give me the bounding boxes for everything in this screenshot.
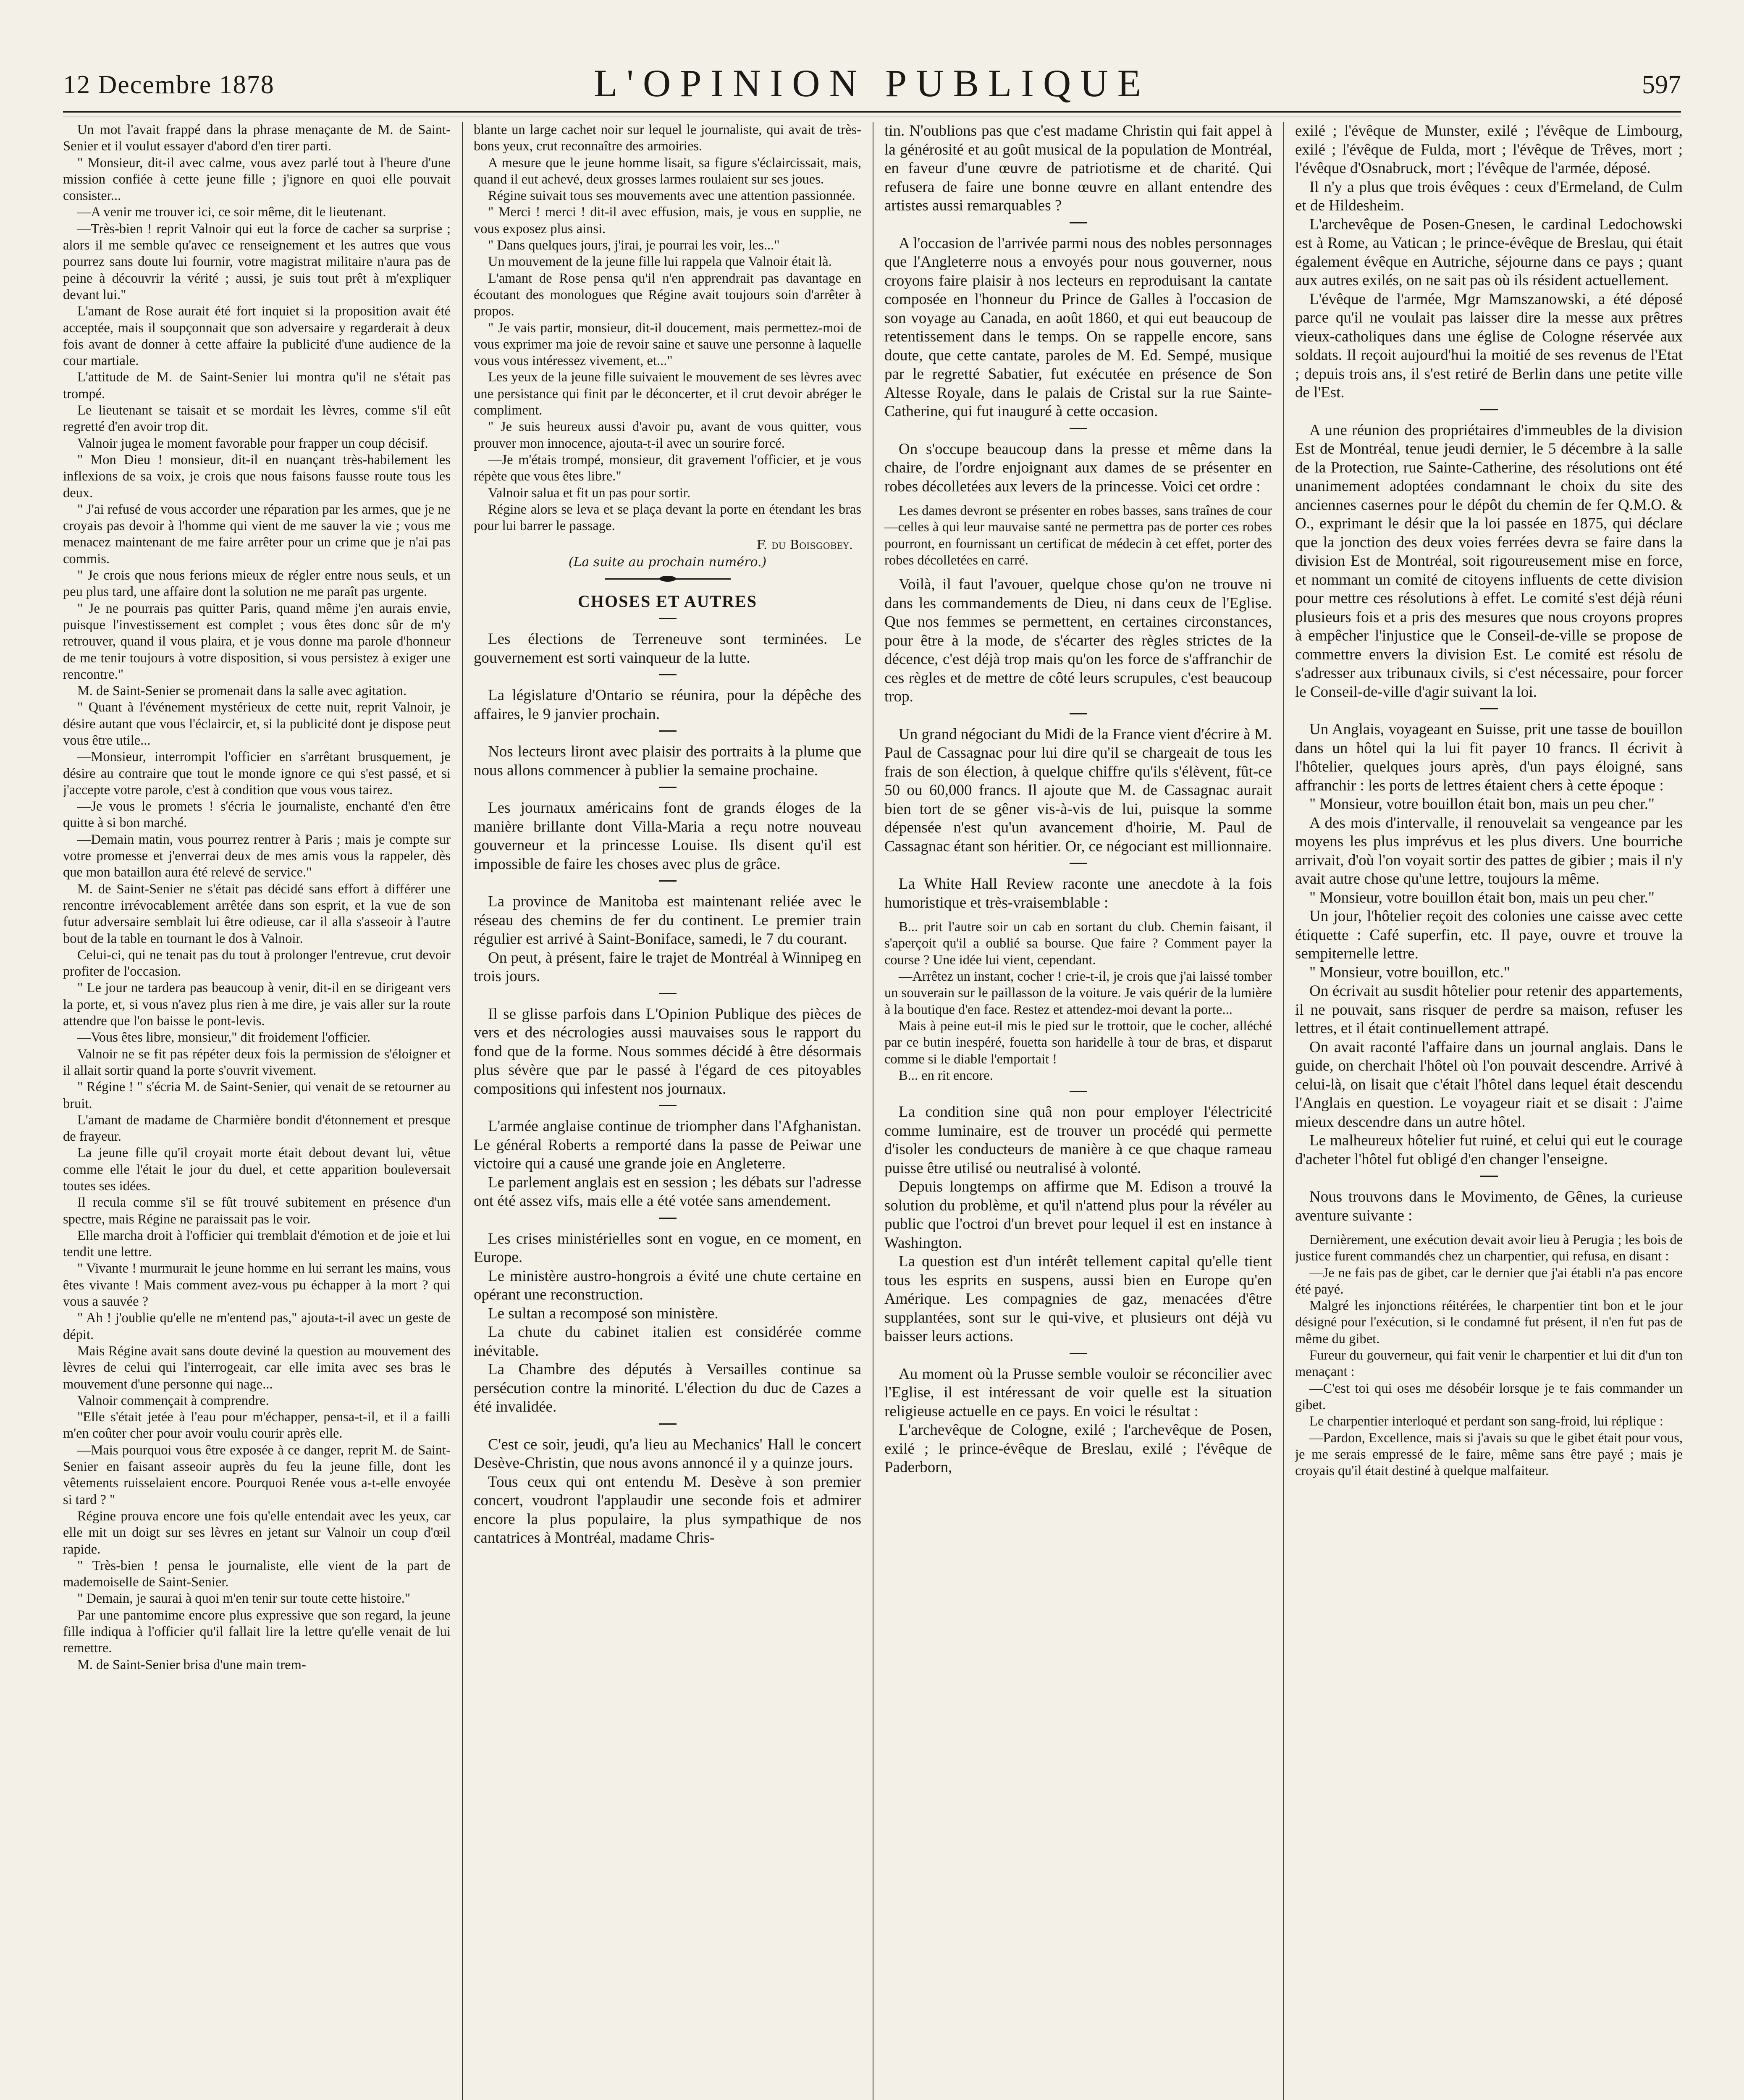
paragraph: —Très-bien ! reprit Valnoir qui eut la force de cacher sa surprise ; alors il me semble qu'avec ce renseignement et les autres que vous pourrez sans doute lui fournir, votre magistrat militaire n'aura pas de peine à découvrir la vérité ; aussi, je suis tout prêt à m'expliquer devant lui." <box>63 221 451 302</box>
anecdote: Fureur du gouverneur, qui fait venir le charpentier et lui dit d'un ton menaçant : <box>1295 1348 1683 1380</box>
anecdote: —Arrêtez un instant, cocher ! crie-t-il, je crois que j'ai laissé tomber un souverain sur le paillasson de la voiture. Je vais quérir de la lumière à la boutique d'en face. Restez et attendez-moi devant la porte... <box>884 969 1272 1017</box>
paragraph: M. de Saint-Senier se promenait dans la salle avec agitation. <box>77 683 407 699</box>
news-item: Au moment où la Prusse semble vouloir se réconcilier avec l'Eglise, il est intéressant de voir quelle est la situation religieuse actuelle en ce pays. En voici le résultat : <box>884 1365 1272 1420</box>
paragraph: M. de Saint-Senier brisa d'une main trem- <box>77 1657 306 1672</box>
news-item: Les crises ministérielles sont en vogue, en ce moment, en Europe. <box>474 1230 861 1266</box>
news-item: " Monsieur, votre bouillon était bon, mais un peu cher." <box>1309 889 1655 906</box>
paragraph: —Mais pourquoi vous être exposée à ce danger, reprit M. de Saint-Senier en faisant asseoir auprès du feu la jeune fille, dont les vêtements ruisselaient encore. Pourquoi Renée vous a-t-elle envoyée si tard ? " <box>63 1442 451 1507</box>
separator <box>659 730 677 732</box>
news-item: Tous ceux qui ont entendu M. Desève à son premier concert, voudront l'applaudir une seconde fois et admirer encore la plus populaire, la plus sympathique de nos cantatrices à Montréal, madame Chris- <box>474 1473 861 1547</box>
paragraph: " Régine ! " s'écria M. de Saint-Senier, qui venait de se retourner au bruit. <box>63 1079 451 1111</box>
paragraph: " Mon Dieu ! monsieur, dit-il en nuançant très-habilement les inflexions de sa voix, je crois que nous faisons fausse route tous les deux. <box>63 452 451 501</box>
separator <box>1480 1176 1498 1177</box>
columns <box>63 122 1681 2100</box>
anecdote: Mais à peine eut-il mis le pied sur le trottoir, que le cocher, alléché par ce butin inespéré, fouetta son haridelle à tour de bras, et disparut comme si le diable l'emportait ! <box>884 1018 1272 1067</box>
separator <box>659 993 677 994</box>
news-item: L'archevêque de Posen-Gnesen, le cardinal Ledochowski est à Rome, au Vatican ; le prince-évêque de Breslau, qui était également évêque en Autriche, séjourne dans ce pays ; quant aux autres exilés, on ne sait pas où ils résident actuellement. <box>1295 215 1683 289</box>
newspaper-title: L'OPINION PUBLIQUE <box>594 62 1150 105</box>
paragraph: " Vivante ! murmurait le jeune homme en lui serrant les mains, vous êtes vivante ! Mais comment avez-vous pu échapper à la mort ? qui vous a sauvée ? <box>63 1261 451 1310</box>
news-item: A des mois d'intervalle, il renouvelait sa vengeance par les moyens les plus imprévus et les plus divers. Une bourriche arrivait, d'où l'on voyait sortir des pattes de gibier ; mais il n'y avait autre chose qu'une lettre, toujours la même. <box>1295 814 1683 887</box>
page-number: 597 <box>1642 71 1681 99</box>
paragraph: —A venir me trouver ici, ce soir même, dit le lieutenant. <box>77 205 386 220</box>
paragraph: " J'ai refusé de vous accorder une réparation par les armes, que je ne croyais pas devoir à l'homme qui vient de me sauver la vie ; vous me menacez maintenant de me faire arrêter pour un crime que je n'ai pas commis. <box>63 501 451 567</box>
paragraph: " Je vais partir, monsieur, dit-il doucement, mais permettez-moi de vous exprimer ma joie de revoir saine et sauve une personne à laquelle vous vous intéressez vivement, et..." <box>474 320 861 369</box>
paragraph: " Merci ! merci ! dit-il avec effusion, mais, je vous en supplie, ne vous exposez plus ainsi. <box>474 205 861 236</box>
anecdote: Le charpentier interloqué et perdant son sang-froid, lui réplique : <box>1309 1414 1663 1429</box>
paragraph: Un mouvement de la jeune fille lui rappela que Valnoir était là. <box>488 254 832 270</box>
paragraph: L'amant de Rose pensa qu'il n'en apprendrait pas davantage en écoutant des monologues que Régine avait toujours soin d'arrêter à propos. <box>474 270 861 319</box>
ornament-divider <box>605 575 731 582</box>
separator <box>1070 1091 1087 1092</box>
paragraph: " Je ne pourrais pas quitter Paris, quand même j'en aurais envie, puisque l'investissement est complet ; vous êtes donc sûr de m'y retrouver, quand il vous plaira, et je vous donne ma parole d'honneur de me tenir toujours à votre disposition, si vous persistez à exiger une rencontre." <box>63 601 451 682</box>
paragraph: —Je vous le promets ! s'écria le journaliste, enchanté d'en être quitte à si bon marché. <box>63 799 451 831</box>
news-item: Depuis longtemps on affirme que M. Edison a trouvé la solution du problème, et qu'il n'attend plus pour la révéler au public que l'octroi d'un brevet pour lequel il est en instance à Washington. <box>884 1178 1272 1252</box>
column-1 <box>63 122 451 2100</box>
anecdote: B... en rit encore. <box>899 1068 993 1083</box>
paragraph: Il recula comme s'il se fût trouvé subitement en présence d'un spectre, mais Régine ne paraissait pas le voir. <box>63 1195 451 1227</box>
section-heading: CHOSES ET AUTRES <box>578 592 757 611</box>
news-item: Le ministère austro-hongrois a évité une chute certaine en opérant une reconstruction. <box>474 1267 861 1304</box>
news-item: Il se glisse parfois dans L'Opinion Publique des pièces de vers et des nécrologies aussi mauvaises sous le rapport du fond que de la forme. Nous sommes décidé à être désormais plus sévère que par le passé à l'égard de ces pitoyables compositions qui infestent nos journaux. <box>474 1005 861 1097</box>
separator <box>1070 713 1087 714</box>
news-item: " Monsieur, votre bouillon était bon, mais un peu cher." <box>1309 795 1655 813</box>
separator <box>659 880 677 882</box>
paragraph: " Dans quelques jours, j'irai, je pourrai les voir, les..." <box>488 238 780 253</box>
paragraph: —Monsieur, interrompit l'officier en s'arrêtant brusquement, je désire au contraire que tout le monde ignore ce qui s'est passé, et si j'accepte votre parole, c'est à condition que vous vous tairez. <box>63 749 451 798</box>
column-divider <box>462 122 463 2100</box>
column-4 <box>1295 122 1683 2100</box>
paragraph: " Je suis heureux aussi d'avoir pu, avant de vous quitter, vous prouver mon innocence, ajouta-t-il avec un sourire forcé. <box>474 419 861 451</box>
separator <box>659 787 677 788</box>
anecdote: Malgré les injonctions réitérées, le charpentier tint bon et le jour désigné pour l'exécution, si le condamné fut présent, il n'en fut pas de même du gibet. <box>1295 1298 1683 1347</box>
paragraph: Celui-ci, qui ne tenait pas du tout à prolonger l'entrevue, crut devoir profiter de l'occasion. <box>63 947 451 979</box>
separator <box>1070 863 1087 864</box>
separator <box>1480 409 1498 410</box>
paragraph: Valnoir jugea le moment favorable pour frapper un coup décisif. <box>77 436 428 451</box>
news-item: La Chambre des députés à Versailles continue sa persécution contre la minorité. L'élection du duc de Cazes a été invalidée. <box>474 1361 861 1416</box>
separator <box>659 1218 677 1219</box>
news-item: C'est ce soir, jeudi, qu'a lieu au Mechanics' Hall le concert Desève-Christin, que nous avons annoncé il y a quinze jours. <box>474 1436 861 1472</box>
anecdote: B... prit l'autre soir un cab en sortant du club. Chemin faisant, il s'aperçoit qu'il a oublié sa bourse. Que faire ? Comment payer la course ? Une idée lui vient, cependant. <box>884 919 1272 968</box>
paragraph: L'amant de madame de Charmière bondit d'étonnement et presque de frayeur. <box>63 1112 451 1144</box>
paragraph: Valnoir commençait à comprendre. <box>77 1393 269 1408</box>
news-item: On peut, à présent, faire le trajet de Montréal à Winnipeg en trois jours. <box>474 949 861 985</box>
paragraph: Mais Régine avait sans doute deviné la question au mouvement des lèvres de celui qui l'interrogeait, car elle imita avec ses bras le mouvement d'une personne qui nage... <box>63 1343 451 1392</box>
issue-date: 12 Decembre 1878 <box>63 71 275 99</box>
news-item: Les élections de Terreneuve sont terminées. Le gouvernement est sorti vainqueur de la lutte. <box>474 630 861 667</box>
news-item: On écrivait au susdit hôtelier pour retenir des appartements, il ne pouvait, sans risquer de perdre sa maison, refuser les lettres, et il était continuellement attrapé. <box>1295 982 1683 1037</box>
paragraph: Régine prouva encore une fois qu'elle entendait avec les yeux, car elle mit un doigt sur ses lèvres en jetant sur Valnoir un coup d'œil rapide. <box>63 1508 451 1557</box>
news-item: L'évêque de l'armée, Mgr Mamszanowski, a été déposé parce qu'il ne voulait pas laisser dire la messe aux prêtres vieux-catholiques dans une église de Cologne réservée aux soldats. Il reçoit aujourd'hui la moitié de ses revenus de l'Etat ; depuis trois ans, il s'est retiré de Berlin dans une petite ville de l'Est. <box>1295 290 1683 401</box>
anecdote: Dernièrement, une exécution devait avoir lieu à Perugia ; les bois de justice furent commandés chez un charpentier, qui refusa, en disant : <box>1295 1232 1683 1264</box>
column-3 <box>884 122 1272 2100</box>
separator <box>1070 428 1087 429</box>
news-item: La province de Manitoba est maintenant reliée avec le réseau des chemins de fer du continent. Le premier train régulier est arrivé à Saint-Boniface, samedi, le 7 du courant. <box>474 893 861 948</box>
separator <box>1480 708 1498 709</box>
news-item: La législature d'Ontario se réunira, pour la dépêche des affaires, le 9 janvier prochain. <box>474 687 861 723</box>
paragraph: —Demain matin, vous pourrez rentrer à Paris ; mais je compte sur votre promesse et j'enverrai deux de mes amis vous la rappeler, dès que mon bataillon aura été relevé de service." <box>63 832 451 880</box>
news-item: Le sultan a recomposé son ministère. <box>488 1305 719 1322</box>
paragraph: Un mot l'avait frappé dans la phrase menaçante de M. de Saint-Senier et il voulut essayer d'abord d'en tirer parti. <box>63 122 451 154</box>
news-item: Nos lecteurs liront avec plaisir des portraits à la plume que nous allons commencer à publier la semaine prochaine. <box>474 743 861 779</box>
paragraph: " Le jour ne tardera pas beaucoup à venir, dit-il en se dirigeant vers la porte, et, si vous n'avez plus rien à me dire, je vais aller sur la route attendre que l'on baisse le pont-levis. <box>63 980 451 1029</box>
news-item: L'armée anglaise continue de triompher dans l'Afghanistan. Le général Roberts a remporté dans la passe de Peiwar une victoire qui a causé une grande joie en Angleterre. <box>474 1118 861 1173</box>
anecdote: —C'est toi qui oses me désobéir lorsque je te fais commander un gibet. <box>1295 1381 1683 1412</box>
paragraph: " Très-bien ! pensa le journaliste, elle vient de la part de mademoiselle de Saint-Senier. <box>63 1558 451 1590</box>
separator <box>659 674 677 675</box>
paragraph: Régine alors se leva et se plaça devant la porte en étendant les bras pour lui barrer le passage. <box>474 501 861 534</box>
paragraph: L'amant de Rose aurait été fort inquiet si la proposition avait été acceptée, mais il soupçonnait que son adversaire y regarderait à deux fois avant de donner à cette affaire la publicité d'une audience de la cour martiale. <box>63 304 451 369</box>
paragraph: " Monsieur, dit-il avec calme, vous avez parlé tout à l'heure d'une mission confiée à cette jeune fille ; j'ignore en quoi elle pouvait consister... <box>63 155 451 204</box>
separator <box>1070 222 1087 223</box>
separator <box>1070 1353 1087 1354</box>
paragraph: Le lieutenant se taisait et se mordait les lèvres, comme s'il eût regretté d'en avoir trop dit. <box>63 403 451 435</box>
news-item: La chute du cabinet italien est considérée comme inévitable. <box>474 1323 861 1360</box>
paragraph: Par une pantomime encore plus expressive que son regard, la jeune fille indiqua à l'officier qu'il fallait lire la lettre qu'elle venait de lui remettre. <box>63 1607 451 1656</box>
news-item: A l'occasion de l'arrivée parmi nous des nobles personnages que l'Angleterre nous a envoyés pour nous gouverner, nous croyons faire plaisir à nos lecteurs en reproduisant la cantate composée en l'honneur du Prince de Galles à l'occasion de son voyage au Canada, en août 1860, et qui eut beaucoup de retentissement dans le temps. On se rappelle encore, sans doute, que cette cantate, paroles de M. Ed. Sempé, musique par le regretté Sabatier, fut exécutée en présence de Son Altesse Royale, dans le palais de Cristal sur la rue Sainte-Catherine, qui fut inauguré à cette occasion. <box>884 234 1272 420</box>
paragraph: "Elle s'était jetée à l'eau pour m'échapper, pensa-t-il, et il a failli m'en coûter cher pour avoir voulu courir après elle. <box>63 1410 451 1441</box>
paragraph: M. de Saint-Senier ne s'était pas décidé sans effort à différer une rencontre irrévocablement arrêtée dans son esprit, et la vue de son futur adversaire semblait lui être odieuse, car il alla s'asseoir à l'autre bout de la table en tournant le dos à Valnoir. <box>63 881 451 946</box>
separator <box>659 618 677 619</box>
news-item: " Monsieur, votre bouillon, etc." <box>1309 963 1510 981</box>
news-item: Les journaux américains font de grands éloges de la manière brillante dont Villa-Maria a reçu notre nouveau gouverneur et la princesse Louise. Ils disent qu'il est impossible de faire les choses avec plus de grâce. <box>474 799 861 873</box>
separator <box>659 1423 677 1425</box>
news-item: La question est d'un intérêt tellement capital qu'elle tient tous les esprits en suspens, aussi bien en Europe qu'en Amérique. Les compagnies de gaz, menacées d'être supplantées, sont sur le qui-vive, et plusieurs ont déjà vu baisser leurs actions. <box>884 1253 1272 1345</box>
paragraph: A mesure que le jeune homme lisait, sa figure s'éclaircissait, mais, quand il eut achevé, deux grosses larmes roulaient sur ses joues. <box>474 155 861 187</box>
paragraph: " Ah ! j'oublie qu'elle ne m'entend pas," ajouta-t-il avec un geste de dépit. <box>63 1310 451 1342</box>
paragraph: blante un large cachet noir sur lequel le journaliste, qui avait de très-bons yeux, crut reconnaître des armoiries. <box>474 122 861 154</box>
paragraph: " Je crois que nous ferions mieux de régler entre nous seuls, et un peu plus tard, une affaire dont la solution ne me paraît pas urgente. <box>63 568 451 600</box>
paragraph: " Demain, je saurai à quoi m'en tenir sur toute cette histoire." <box>77 1591 411 1606</box>
masthead <box>63 61 1681 107</box>
news-item: Un Anglais, voyageant en Suisse, prit une tasse de bouillon dans un hôtel qui la lui fit payer 10 francs. Il écrivit à l'hôtelier, quelques jours après, d'un pays éloigné, sans affranchir : les ports de lettres étaient chers à cette époque : <box>1295 721 1683 794</box>
paragraph: " Quant à l'événement mystérieux de cette nuit, reprit Valnoir, je désire autant que vous l'éclaircir, et, si la publicité dont je dispose peut vous être utile... <box>63 700 451 748</box>
news-item: La condition sine quâ non pour employer l'électricité comme luminaire, est de trouver un procédé qui permette d'isoler les conducteurs de manière à ce que chaque rameau puisse être utilisé ou neutralisé à volonté. <box>884 1103 1272 1177</box>
separator <box>659 1105 677 1106</box>
news-item: L'archevêque de Cologne, exilé ; l'archevêque de Posen, exilé ; le prince-évêque de Breslau, exilé ; l'évêque de Paderborn, <box>884 1421 1272 1476</box>
continued-notice: (La suite au prochain numéro.) <box>568 555 767 570</box>
news-item: exilé ; l'évêque de Munster, exilé ; l'évêque de Limbourg, exilé ; l'évêque de Fulda, mort ; l'évêque de Trêves, mort ; l'évêque d'Osnabruck, mort ; l'évêque de l'armée, déposé. <box>1295 122 1683 177</box>
news-item: tin. N'oublions pas que c'est madame Christin qui fait appel à la générosité et au goût musical de la population de Montréal, en faveur d'une œuvre de patriotisme et de charité. Qui refusera de faire une bonne œuvre en allant entendre des artistes aussi remarquables ? <box>884 122 1272 214</box>
paragraph: Valnoir salua et fit un pas pour sortir. <box>488 485 690 501</box>
news-item: Voilà, il faut l'avouer, quelque chose qu'on ne trouve ni dans les commandements de Dieu, ni dans ceux de l'Eglise. Que nos femmes se permettent, en certaines circonstances, pour être à la mode, de s'écarter des règles strictes de la décence, c'est déjà trop mais qu'on les force de s'affranchir de ces règles et de mettre de côté leurs scrupules, c'est beaucoup trop. <box>884 576 1272 706</box>
news-item: Le malheureux hôtelier fut ruiné, et celui qui eut le courage d'acheter l'hôtel fut obligé d'en changer l'enseigne. <box>1295 1132 1683 1168</box>
paragraph: —Je m'étais trompé, monsieur, dit gravement l'officier, et je vous répète que vous êtes libre." <box>474 452 861 484</box>
news-item: La White Hall Review raconte une anecdote à la fois humoristique et très-vraisemblable : <box>884 875 1272 911</box>
paragraph: Régine suivait tous ses mouvements avec une attention passionnée. <box>488 188 855 204</box>
news-item: Le parlement anglais est en session ; les débats sur l'adresse ont été assez vifs, mais elle a été votée sans amendement. <box>474 1173 861 1210</box>
news-item: On avait raconté l'affaire dans un journal anglais. Dans le guide, on cherchait l'hôtel où l'on pouvait descendre. Arrivé à celui-là, on lisait que c'était l'hôtel dans lequel était descendu l'Anglais en question. Le voyageur riait et se disait : J'aime mieux descendre dans un autre hôtel. <box>1295 1038 1683 1131</box>
paragraph: Les yeux de la jeune fille suivaient le mouvement de ses lèvres avec une persistance qui finit par le déconcerter, et il crut devoir abréger le compliment. <box>474 370 861 418</box>
paragraph: Elle marcha droit à l'officier qui tremblait d'émotion et de joie et lui tendit une lettre. <box>63 1228 451 1260</box>
news-item: Un jour, l'hôtelier reçoit des colonies une caisse avec cette étiquette : Café superfin, etc. Il paye, ouvre et trouve la sempiternelle lettre. <box>1295 908 1683 962</box>
news-item: Nous trouvons dans le Movimento, de Gênes, la curieuse aventure suivante : <box>1295 1188 1683 1224</box>
anecdote: —Pardon, Excellence, mais si j'avais su que le gibet était pour vous, je me serais empressé de le faire, même sans être payé ; mais je croyais qu'il était destiné à quelque malfaiteur. <box>1295 1430 1683 1479</box>
paragraph: La jeune fille qu'il croyait morte était debout devant lui, vêtue comme elle l'était le jour du duel, et cette apparition bouleversait toutes ses idées. <box>63 1145 451 1194</box>
masthead-rule <box>63 111 1681 116</box>
news-item: Un grand négociant du Midi de la France vient d'écrire à M. Paul de Cassagnac pour lui dire qu'il se chargeait de tous les frais de son élection, à quelque chiffre qu'ils s'élèvent, fût-ce 50 ou 60,000 francs. Il ajoute que M. de Cassagnac aurait bien tort de se gêner vis-à-vis de lui, puisque la somme dépensée n'est qu'un avancement d'hoirie, M. Paul de Cassagnac étant son héritier. Or, ce négociant est millionnaire. <box>884 725 1272 855</box>
column-2 <box>474 122 861 2100</box>
news-item: On s'occupe beaucoup dans la presse et même dans la chaire, de l'ordre enjoignant aux dames de se présenter en robes décolletées aux levers de la princesse. Voici cet ordre : <box>884 440 1272 495</box>
paragraph: L'attitude de M. de Saint-Senier lui montra qu'il ne s'était pas trompé. <box>63 370 451 402</box>
anecdote: —Je ne fais pas de gibet, car le dernier que j'ai établi n'a pas encore été payé. <box>1295 1265 1683 1297</box>
quoted-order: Les dames devront se présenter en robes basses, sans traînes de cour—celles à qui leur mauvaise santé ne permettra pas de porter ces robes pourront, en fournissant un certificat de médecin à cet effet, porter des robes décolletées en carré. <box>884 503 1272 568</box>
paragraph: —Vous êtes libre, monsieur," dit froidement l'officier. <box>77 1030 371 1045</box>
news-item: A une réunion des propriétaires d'immeubles de la division Est de Montréal, tenue jeudi dernier, le 5 décembre à la salle de la Protection, rue Sainte-Catherine, des résolutions ont été unanimement adoptées condamnant le choix du site des anciennes casernes pour le dépôt du chemin de fer Q.M.O. & O., exprimant le désir que la loi passée en 1875, qui déclare que la jonction des deux voies ferrées devra se faire dans la division Est de Montréal, soit rigoureusement mise en force, et nommant un comité de citoyens influents de cette division pour mettre ces résolutions à effet. Le comité s'est déjà réuni plusieurs fois et a pris des mesures que nous croyons propres à empêcher l'injustice que le Conseil-de-ville se propose de commettre envers la division Est. Le comité est résolu de s'adresser aux tribunaux civils, si c'est nécessaire, pour forcer le Conseil-de-ville d'agir suivant la loi. <box>1295 421 1683 701</box>
column-divider <box>1283 122 1284 2100</box>
paragraph: Valnoir ne se fit pas répéter deux fois la permission de s'éloigner et il allait sortir quand la porte s'ouvrit vivement. <box>63 1046 451 1078</box>
author-signature: F. du Boisgobey. <box>756 538 853 553</box>
news-item: Il n'y a plus que trois évêques : ceux d'Ermeland, de Culm et de Hildesheim. <box>1295 178 1683 214</box>
